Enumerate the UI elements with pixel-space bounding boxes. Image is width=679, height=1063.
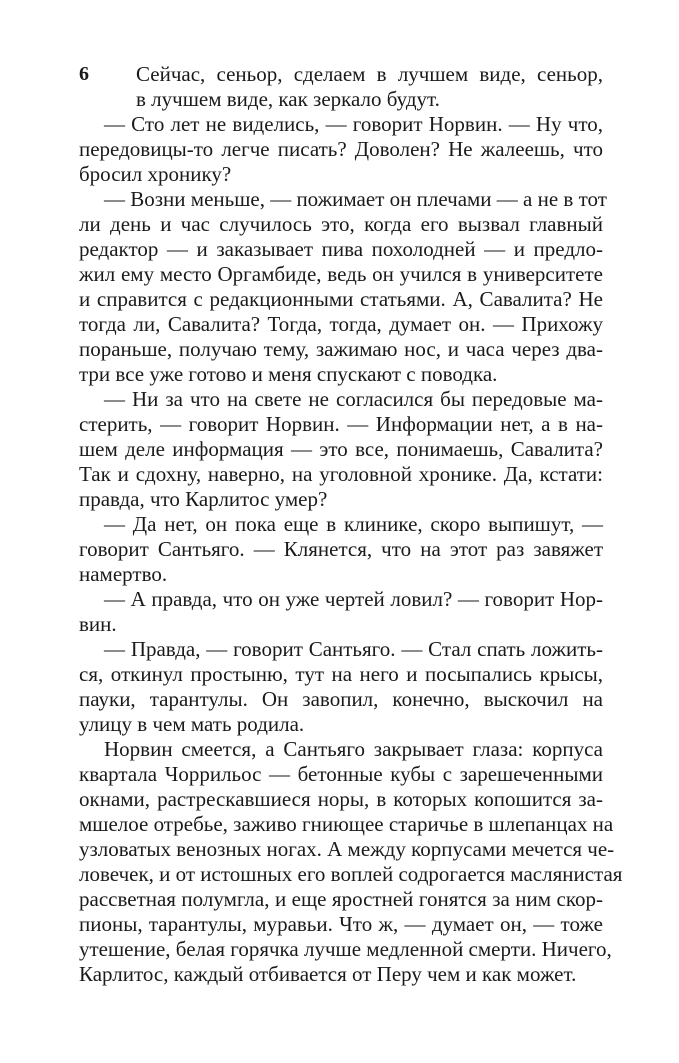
text-line: Сейчас, сеньор, сделаем в лучшем виде, сеньор,: [136, 62, 603, 86]
text-line: рассветная полумгла, и еще яростней гонятся за ним скор-: [79, 887, 603, 911]
text-line: мшелое отребье, заживо гниющее старичье в шлепанцах на: [79, 812, 614, 836]
book-page: [79, 62, 623, 987]
text-line: пораньше, получаю тему, зажимаю нос, и часа через два-: [79, 337, 603, 361]
text-line: узловатых венозных ногах. А между корпусами мечется че-: [79, 837, 615, 861]
text-line: Норвин смеется, а Сантьяго закрывает глаза: корпуса: [104, 737, 603, 761]
text-line: пионы, тарантулы, муравьи. Что ж, — думает он, — тоже: [79, 912, 603, 936]
text-line: передовицы-то легче писать? Доволен? Не жалеешь, что: [79, 137, 603, 161]
text-line: Так и сдохну, наверно, на уголовной хронике. Да, кстати:: [79, 462, 603, 486]
text-line: и справится с редакционными статьями. А, Савалита? Не: [79, 287, 603, 311]
text-line: тогда ли, Савалита? Тогда, тогда, думает он. — Прихожу: [79, 312, 603, 336]
text-line: ся, откинул простыню, тут на него и посыпались крысы,: [79, 662, 603, 686]
page-number: 6: [79, 63, 89, 85]
text-line: улицу в чем мать родила.: [79, 712, 305, 736]
text-line: пауки, тарантулы. Он завопил, конечно, выскочил на: [79, 687, 603, 711]
text-line: — Правда, — говорит Сантьяго. — Стал спать ложить-: [104, 637, 603, 661]
text-line: — Сто лет не виделись, — говорит Норвин. — Ну что,: [104, 112, 603, 136]
text-line: стерить, — говорит Норвин. — Информации нет, а в на-: [79, 412, 603, 436]
text-line: утешение, белая горячка лучше медленной смерти. Ничего,: [79, 937, 612, 961]
text-line: — А правда, что он уже чертей ловил? — говорит Нор-: [104, 587, 603, 611]
text-line: ли день и час случилось это, когда его вызвал главный: [79, 212, 603, 236]
text-line: три все уже готово и меня спускают с поводка.: [79, 362, 498, 386]
text-line: правда, что Карлитос умер?: [79, 487, 328, 511]
first-line-row: [79, 62, 603, 87]
text-line: вин.: [79, 612, 117, 636]
text-line: намертво.: [79, 562, 168, 586]
text-line: шем деле информация — это все, понимаешь, Савалита?: [79, 437, 603, 461]
text-line: квартала Чоррильос — бетонные кубы с зарешеченными: [79, 762, 603, 786]
text-line: редактор — и заказывает пива похолодней — и предло-: [79, 237, 603, 261]
text-line: жил ему место Оргамбиде, ведь он учился в университете: [79, 262, 603, 286]
text-line: — Ни за что на свете не согласился бы передовые ма-: [104, 387, 603, 411]
text-line: — Возни меньше, — пожимает он плечами — а не в тот: [104, 187, 607, 211]
text-line: Карлитос, каждый отбивается от Перу чем и как может.: [79, 962, 577, 986]
text-line: в лучшем виде, как зеркало будут.: [136, 87, 440, 111]
text-line: ловечек, и от истошных его воплей содрогается маслянистая: [79, 862, 623, 886]
text-line: — Да нет, он пока еще в клинике, скоро выпишут, —: [104, 512, 603, 536]
text-line: окнами, растрескавшиеся норы, в которых копошится за-: [79, 787, 603, 811]
text-line: говорит Сантьяго. — Клянется, что на этот раз завяжет: [79, 537, 603, 561]
text-line: бросил хронику?: [79, 162, 232, 186]
